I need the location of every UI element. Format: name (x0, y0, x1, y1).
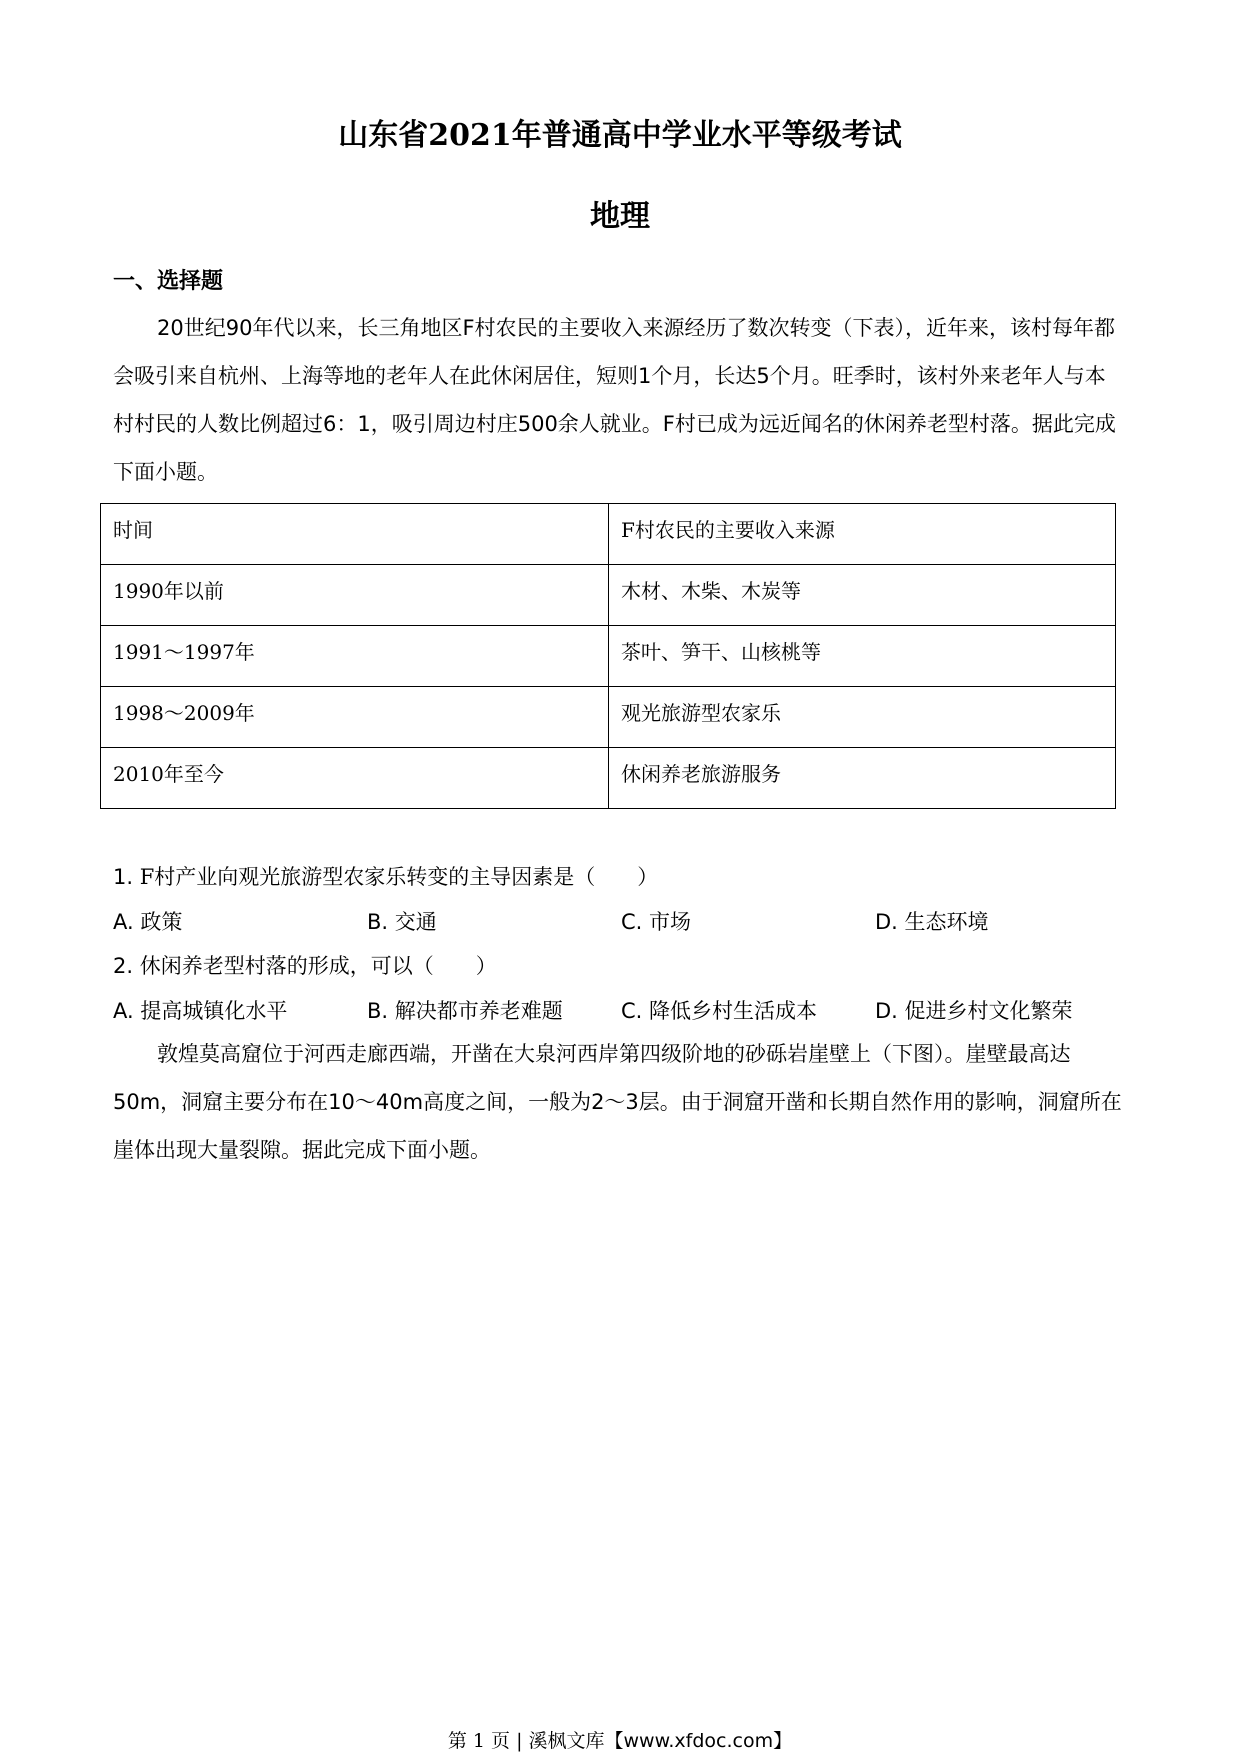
question-2 (113, 951, 497, 981)
table-header-income: F村农民的主要收入来源 (609, 504, 1116, 565)
question-number: 2. (113, 954, 134, 978)
footer-page-label: 第 1 页 | 溪枫文库【 (447, 1730, 624, 1752)
footer-site-link[interactable]: www.xfdoc.com (623, 1730, 774, 1752)
option-text: 政策 (140, 910, 183, 934)
table-cell-income: 木材、木柴、木炭等 (609, 565, 1116, 626)
table-header-row (101, 504, 1116, 565)
option-letter: B. (367, 999, 389, 1023)
table-cell-income: 观光旅游型农家乐 (609, 687, 1116, 748)
option-c[interactable] (621, 996, 817, 1026)
option-text: 降低乡村生活成本 (649, 999, 818, 1023)
question-text: 休闲养老型村落的形成，可以（ ） (139, 954, 497, 978)
option-letter: A. (113, 999, 134, 1023)
option-c[interactable] (621, 907, 691, 937)
section-heading: 一、选择题 (113, 269, 224, 294)
option-b[interactable] (367, 907, 437, 937)
table-row (101, 565, 1116, 626)
subject-title: 地理 (590, 199, 650, 234)
table-row (101, 626, 1116, 687)
option-text: 提高城镇化水平 (140, 999, 288, 1023)
table-cell-time: 2010年至今 (101, 748, 609, 809)
option-text: 解决都市养老难题 (394, 999, 563, 1023)
page-footer (0, 1728, 1240, 1754)
option-a[interactable] (113, 907, 182, 937)
option-letter: D. (875, 999, 898, 1023)
option-letter: C. (621, 999, 643, 1023)
option-b[interactable] (367, 996, 563, 1026)
question-1 (113, 862, 658, 892)
option-d[interactable] (875, 996, 1073, 1026)
question-number: 1. (113, 865, 134, 889)
table-row (101, 748, 1116, 809)
option-a[interactable] (113, 996, 287, 1026)
question-1-options (113, 907, 1133, 937)
table-cell-income: 茶叶、笋干、山核桃等 (609, 626, 1116, 687)
table-row (101, 687, 1116, 748)
question-text: F村产业向观光旅游型农家乐转变的主导因素是（ ） (139, 865, 659, 889)
income-source-table (100, 503, 1116, 809)
table-header-time: 时间 (101, 504, 609, 565)
footer-close-bracket: 】 (773, 1730, 793, 1752)
option-letter: C. (621, 910, 643, 934)
option-text: 市场 (649, 910, 692, 934)
reading-passage-2: 敦煌莫高窟位于河西走廊西端，开凿在大泉河西岸第四级阶地的砂砾岩崖壁上（下图）。崖壁最高达50m，洞窟主要分布在10～40m高度之间，一般为2～3层。由于洞窟开凿和长期自然作用的影响，洞窟所在崖体出现大量裂隙。据此完成下面小题。 (113, 1042, 1122, 1162)
question-2-options (113, 996, 1133, 1026)
table-cell-time: 1990年以前 (101, 565, 609, 626)
table-cell-time: 1998～2009年 (101, 687, 609, 748)
option-d[interactable] (875, 907, 989, 937)
table-cell-income: 休闲养老旅游服务 (609, 748, 1116, 809)
option-text: 生态环境 (904, 910, 989, 934)
option-letter: B. (367, 910, 389, 934)
option-letter: A. (113, 910, 134, 934)
option-text: 交通 (394, 910, 437, 934)
reading-passage-1: 20世纪90年代以来，长三角地区F村农民的主要收入来源经历了数次转变（下表），近年来，该村每年都会吸引来自杭州、上海等地的老年人在此休闲居住，短则1个月，长达5个月。旺季时，该村外来老年人与本村村民的人数比例超过6：1，吸引周边村庄500余人就业。F村已成为远近闻名的休闲养老型村落。据此完成下面小题。 (113, 316, 1116, 484)
option-letter: D. (875, 910, 898, 934)
exam-title: 山东省2021年普通高中学业水平等级考试 (338, 118, 902, 153)
option-text: 促进乡村文化繁荣 (904, 999, 1073, 1023)
table-cell-time: 1991～1997年 (101, 626, 609, 687)
